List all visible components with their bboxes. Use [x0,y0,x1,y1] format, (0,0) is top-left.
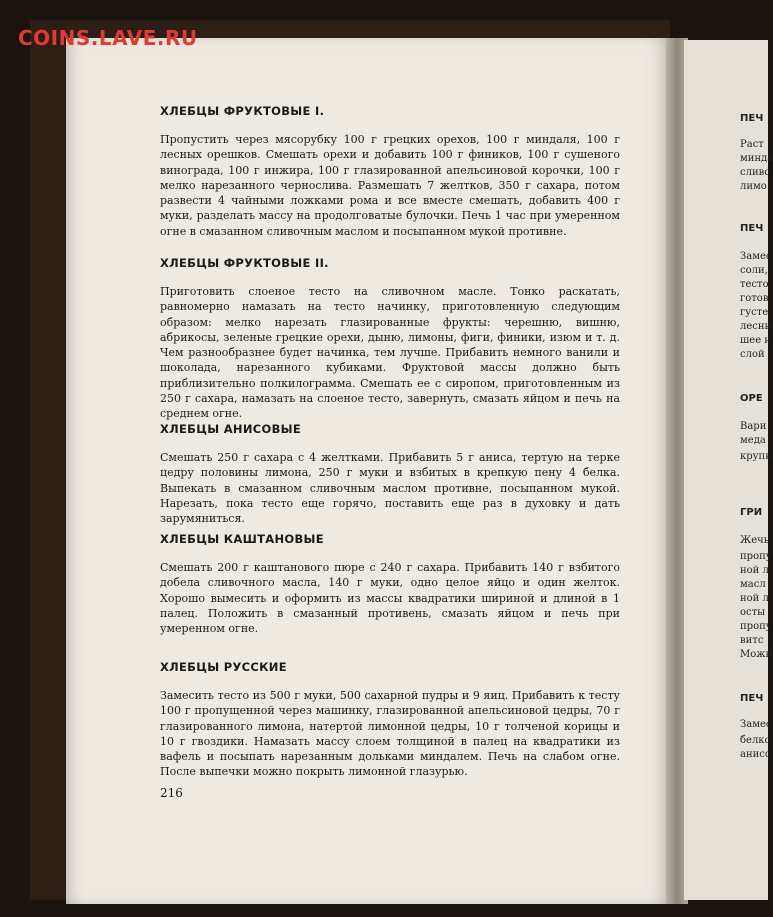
facing-line: ной л [740,565,769,576]
facing-line: Раст [740,139,764,150]
recipe-title: ХЛЕБЦЫ КАШТАНОВЫЕ [160,532,324,546]
facing-line: минда [740,153,773,164]
facing-line: осты [740,607,766,618]
facing-line: ПЕЧ [740,113,764,124]
facing-line: ГРИ [740,507,763,518]
facing-line: пропу [740,621,772,632]
site-watermark: COINS.LAVE.RU [18,26,198,50]
page-number: 216 [160,786,183,800]
facing-line: слой [740,349,765,360]
facing-line: Вари [740,421,767,432]
recipe-section-chestnut [160,532,620,636]
facing-line: ПЕЧ [740,693,764,704]
recipe-title: ХЛЕБЦЫ ФРУКТОВЫЕ I. [160,104,325,118]
recipe-title: ХЛЕБЦЫ АНИСОВЫЕ [160,422,302,436]
recipe-text: Приготовить слоеное тесто на сливочном масле. Тонко раскатать, равномерно намазать на тесто начинку, приготовленную следующим образом: мелко нарезать глазированные фрукты: черешню, вишню, абрикосы, зеленые грецкие орехи, дыню, лимоны, фиги, финики, изюм и т. д. Чем разнообразнее будет начинка, тем лучше. Прибавить немного ванили и шоколада, нарезанного кубиками. Фруктовой массы должно быть приблизительно полкилограмма. Смешать ее с сиропом, приготовленным из 250 г сахара, намазать на слоеное тесто, завернуть, смазать яйцом и печь на среднем огне. [160,285,620,421]
facing-line: тесто [740,279,769,290]
recipe-text: Смешать 200 г каштанового пюре с 240 г сахара. Прибавить 140 г взбитого добела сливочного масла, 140 г муки, одно целое яйцо и один желток. Хорошо вымесить и оформить из массы квадратики шириной и длиной в 1 палец. Положить в смазанный противень, смазать яйцом и печь при умеренном огне. [160,561,620,636]
facing-line: ПЕЧ [740,223,764,234]
facing-line: меда [740,435,766,446]
facing-line: сливо [740,167,771,178]
recipe-section-fruit-1 [160,104,620,239]
recipe-text: Пропустить через мясорубку 100 г грецких орехов, 100 г миндаля, 100 г лесных орешков. Смешать орехи и добавить 100 г фиников, 100 г сушеного винограда, 100 г инжира, 100 г глазированной апельсиновой корочки, 100 г мелко нарезанного чернослива. Размешать 7 желтков, 350 г сахара, потом развести 4 чайными ложками рома и все вместе смешать, добавить 400 г муки, разделать массу на продолговатые булочки. Печь 1 час при умеренном огне в смазанном сливочным маслом и посыпанном мукой противне. [160,133,620,238]
facing-line: густе [740,307,769,318]
facing-line: ной л [740,593,769,604]
recipe-section-russian [160,660,620,780]
facing-line: масл [740,579,766,590]
facing-line: белко [740,735,771,746]
facing-line: Замес [740,251,772,262]
recipe-title: ХЛЕБЦЫ ФРУКТОВЫЕ II. [160,256,329,270]
recipe-text: Замесить тесто из 500 г муки, 500 сахарной пудры и 9 яиц. Прибавить к тесту 100 г пропущенной через машинку, глазированной апельсиновой цедры, 70 г глазированного лимона, натертой лимонной цедры, 10 г толченой корицы и 10 г гвоздики. Намазать массу слоем толщиной в палец на квадратики из вафель и посыпать нарезанным дольками миндалем. Печь на слабом огне. После выпечки можно покрыть лимонной глазурью. [160,689,620,779]
facing-line: лесны [740,321,773,332]
facing-line: соли, [740,265,768,276]
facing-line: ОРЕ [740,393,763,404]
facing-line: витс [740,635,764,646]
recipe-title: ХЛЕБЦЫ РУССКИЕ [160,660,287,674]
facing-line: Замес [740,719,772,730]
facing-line: шее н [740,335,771,346]
facing-line: лимо [740,181,767,192]
facing-line: крупн [740,451,772,462]
facing-line: готов [740,293,769,304]
facing-line: пропу [740,551,772,562]
recipe-section-fruit-2 [160,256,620,422]
facing-line: анисо [740,749,771,760]
recipe-section-anise [160,422,620,526]
facing-page [684,40,773,900]
facing-line: Можн [740,649,773,660]
recipe-text: Смешать 250 г сахара с 4 желтками. Прибавить 5 г аниса, тертую на терке цедру половины лимона, 250 г муки и взбитых в крепкую пену 4 белка. Выпекать в смазанном сливочным маслом противне, посыпанном мукой. Нарезать, пока тесто еще горячо, поставить еще раз в духовку и дать зарумяниться. [160,451,620,526]
facing-line: Жечь [740,535,770,546]
